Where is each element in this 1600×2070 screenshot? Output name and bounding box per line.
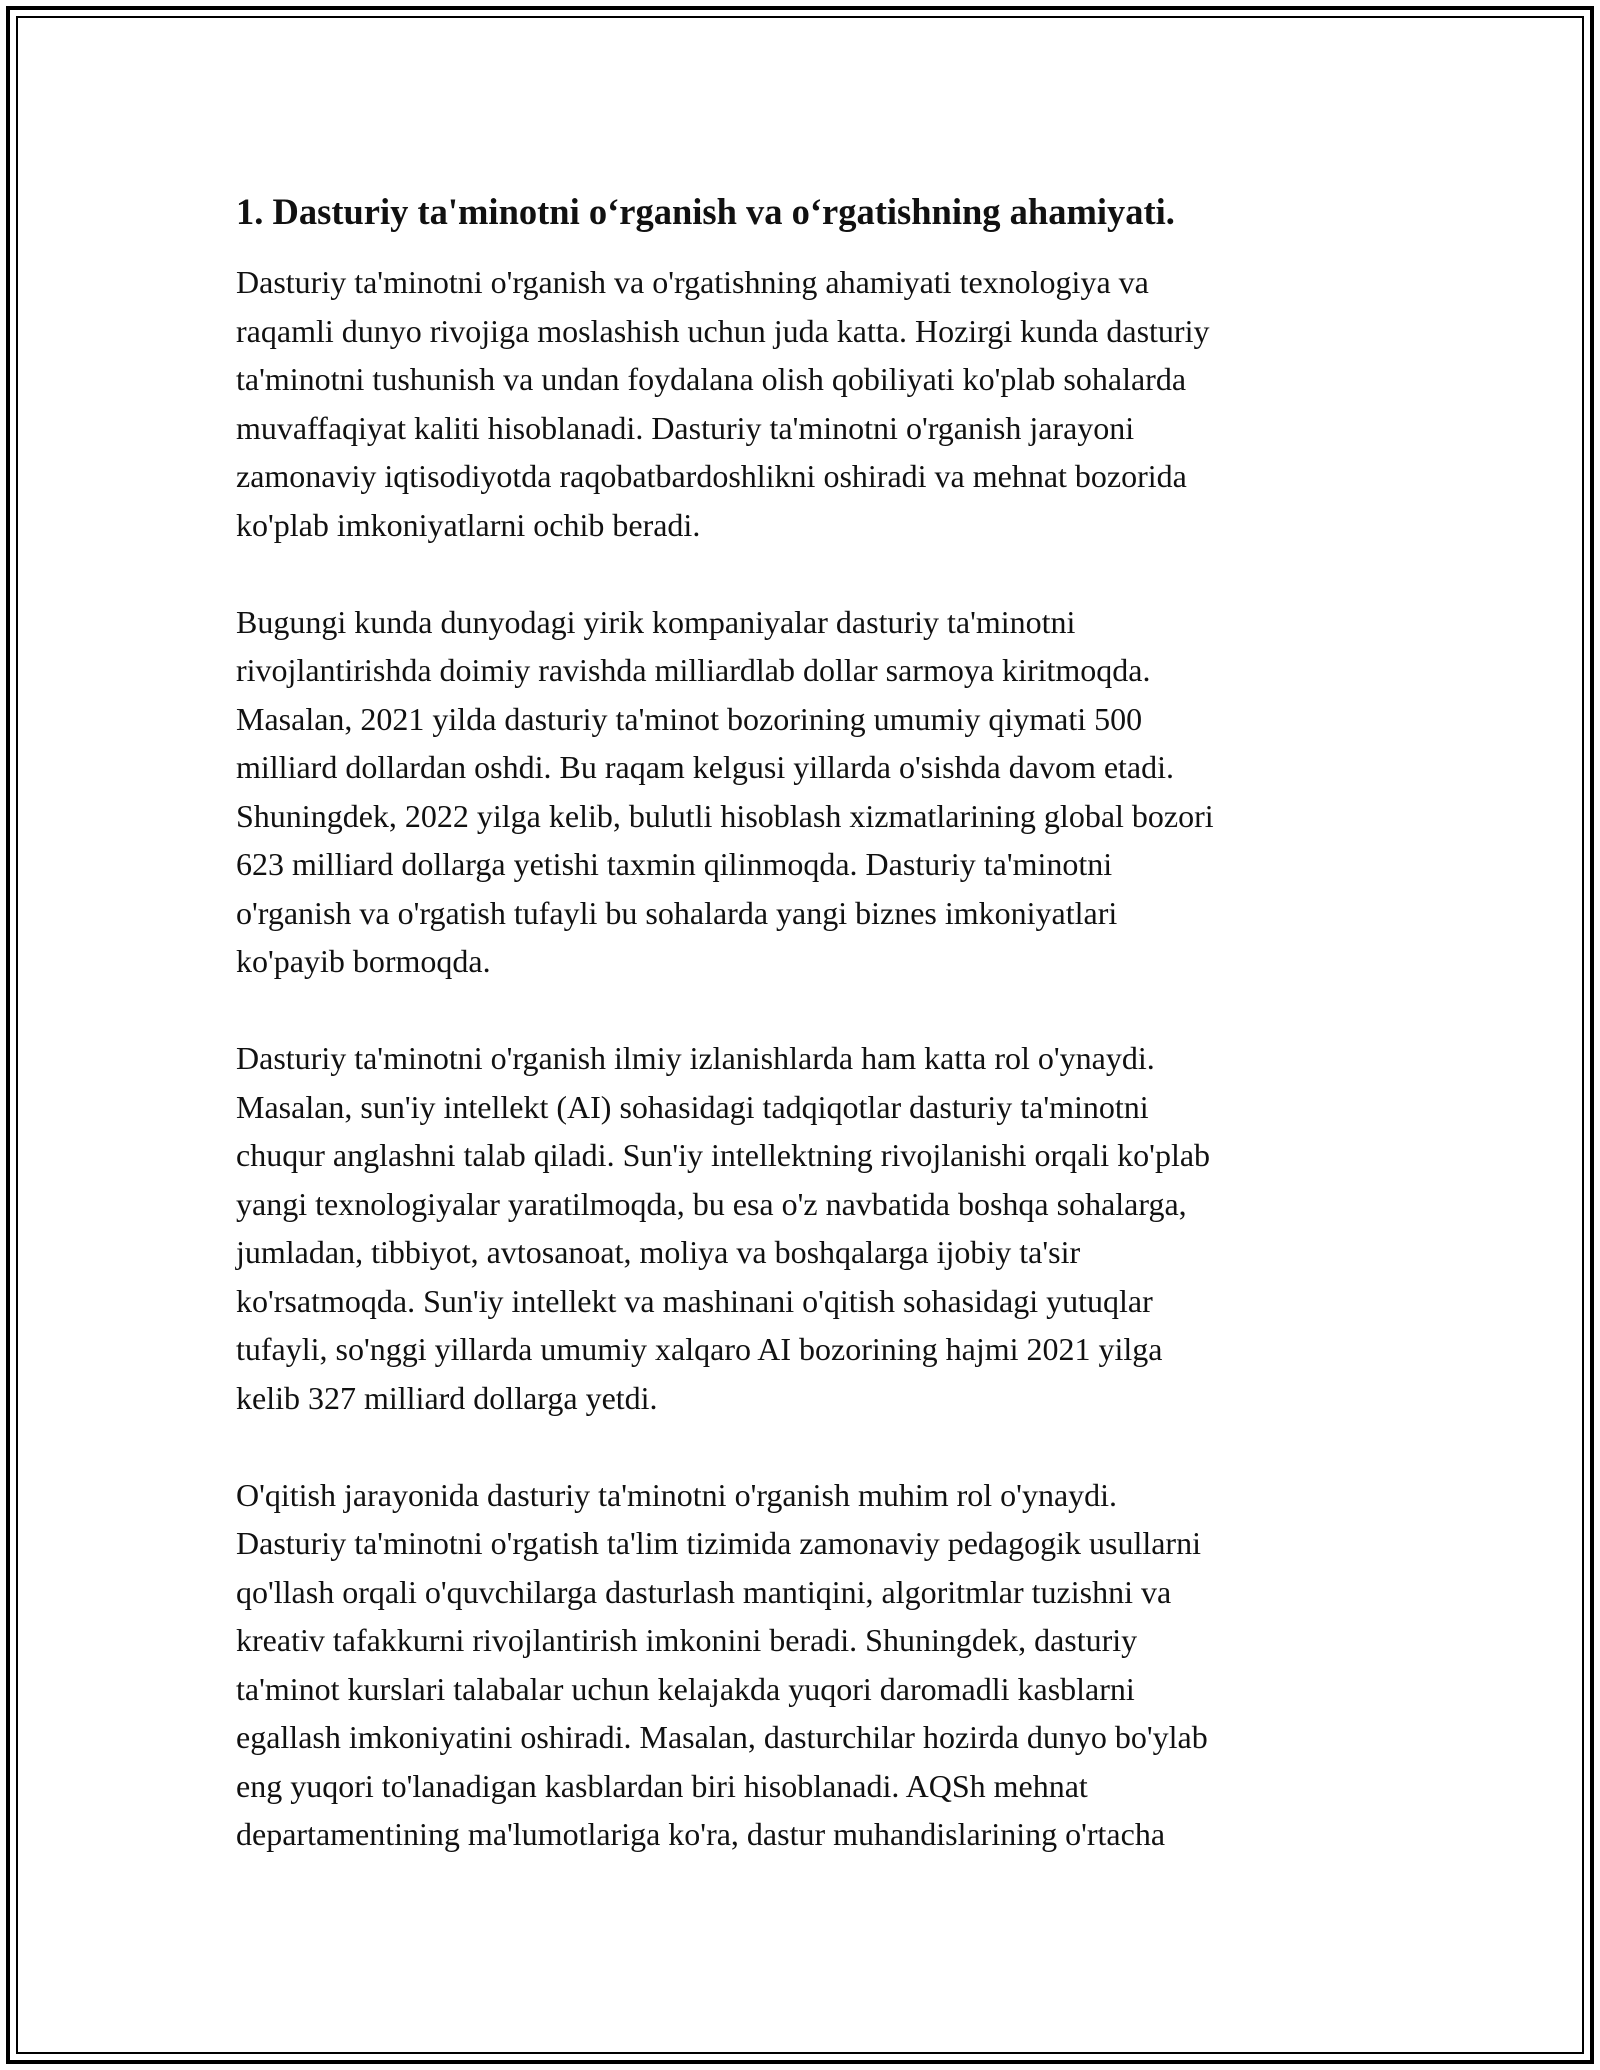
text-line: departamentining ma'lumotlariga ko'ra, dastur muhandislarining o'rtacha xyxy=(236,1816,1166,1852)
document-body xyxy=(236,188,1366,1907)
text-line: Masalan, 2021 yilda dasturiy ta'minot bozorining umumiy qiymati 500 xyxy=(236,700,1143,737)
text-line: ko'payib bormoqda. xyxy=(236,943,491,979)
text-line: milliard dollardan oshdi. Bu raqam kelgusi yillarda o'sishda davom etadi. xyxy=(236,749,1175,785)
text-line: kelib 327 milliard dollarga yetdi. xyxy=(236,1379,658,1416)
text-line: kreativ tafakkurni rivojlantirish imkonini beradi. Shuningdek, dasturiy xyxy=(236,1622,1138,1658)
text-line: eng yuqori to'lanadigan kasblardan biri hisoblanadi. AQSh mehnat xyxy=(236,1767,1088,1804)
section-heading: 1. Dasturiy ta'minotni o‘rganish va o‘rgatishning ahamiyati. xyxy=(236,191,1175,232)
text-line: Dasturiy ta'minotni o'rganish va o'rgatishning ahamiyati texnologiya va xyxy=(236,264,1149,300)
paragraph-3 xyxy=(236,1034,1366,1422)
paragraph-1 xyxy=(236,258,1366,549)
paragraph-2 xyxy=(236,598,1366,986)
text-line: zamonaviy iqtisodiyotda raqobatbardoshlikni oshiradi va mehnat bozorida xyxy=(236,458,1187,494)
text-line: egallash imkoniyatini oshiradi. Masalan, dasturchilar hozirda dunyo bo'ylab xyxy=(236,1719,1208,1755)
text-line: ko'plab imkoniyatlarni ochib beradi. xyxy=(236,506,701,543)
text-line: muvaffaqiyat kaliti hisoblanadi. Dasturiy ta'minotni o'rganish jarayoni xyxy=(236,409,1135,446)
text-line: rivojlantirishda doimiy ravishda milliardlab dollar sarmoya kiritmoqda. xyxy=(236,652,1151,688)
text-line: o'rganish va o'rgatish tufayli bu sohalarda yangi biznes imkoniyatlari xyxy=(236,894,1118,931)
text-line: chuqur anglashni talab qiladi. Sun'iy intellektning rivojlanishi orqali ko'plab xyxy=(236,1137,1211,1173)
text-line: O'qitish jarayonida dasturiy ta'minotni o'rganish muhim rol o'ynaydi. xyxy=(236,1476,1118,1513)
text-line: raqamli dunyo rivojiga moslashish uchun juda katta. Hozirgi kunda dasturiy xyxy=(236,312,1210,349)
text-line: ko'rsatmoqda. Sun'iy intellekt va mashinani o'qitish sohasidagi yutuqlar xyxy=(236,1282,1153,1319)
text-line: qo'llash orqali o'quvchilarga dasturlash mantiqini, algoritmlar tuzishni va xyxy=(236,1573,1172,1610)
text-line: ta'minotni tushunish va undan foydalana olish qobiliyati ko'plab sohalarda xyxy=(236,361,1187,397)
paragraph-4 xyxy=(236,1471,1366,1859)
text-line: yangi texnologiyalar yaratilmoqda, bu esa o'z navbatida boshqa sohalarga, xyxy=(236,1185,1187,1222)
text-line: jumladan, tibbiyot, avtosanoat, moliya va boshqalarga ijobiy ta'sir xyxy=(236,1234,1081,1270)
text-line: Bugungi kunda dunyodagi yirik kompaniyalar dasturiy ta'minotni xyxy=(236,603,1076,640)
text-line: ta'minot kurslari talabalar uchun kelajakda yuqori daromadli kasblarni xyxy=(236,1670,1135,1707)
text-line: Masalan, sun'iy intellekt (AI) sohasidagi tadqiqotlar dasturiy ta'minotni xyxy=(236,1088,1149,1125)
text-line: Dasturiy ta'minotni o'rgatish ta'lim tizimida zamonaviy pedagogik usullarni xyxy=(236,1525,1201,1561)
text-line: 623 milliard dollarga yetishi taxmin qilinmoqda. Dasturiy ta'minotni xyxy=(236,846,1113,882)
text-line: Dasturiy ta'minotni o'rganish ilmiy izlanishlarda ham katta rol o'ynaydi. xyxy=(236,1040,1155,1076)
text-line: tufayli, so'nggi yillarda umumiy xalqaro AI bozorining hajmi 2021 yilga xyxy=(236,1331,1163,1367)
text-line: Shuningdek, 2022 yilga kelib, bulutli hisoblash xizmatlarining global bozori xyxy=(236,797,1214,834)
